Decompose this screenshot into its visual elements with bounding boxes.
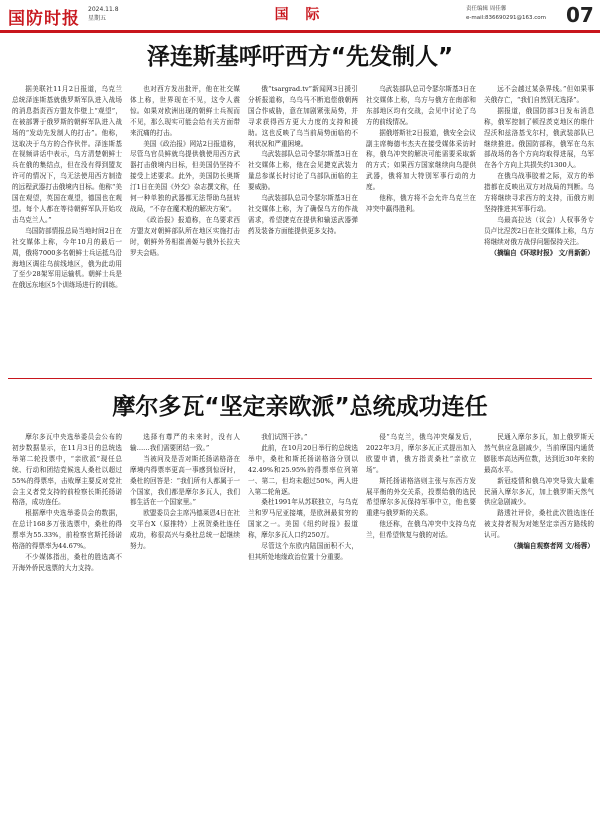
article2-headline: 摩尔多瓦“坚定亲欧派”总统成功连任 xyxy=(112,394,488,420)
paragraph: 乌武装部队总司令瑟尔斯基3日在社交媒体上称，为了确保乌方的作战需求，希望捷克在提供和输送武器弹药及装备方面能提供更多支持。 xyxy=(248,194,358,235)
article1-column xyxy=(248,84,358,372)
article1-column xyxy=(12,84,122,372)
article2-column xyxy=(130,432,240,826)
paragraph: 我们试图干涉。” xyxy=(261,433,308,441)
article2-column xyxy=(12,432,122,826)
paragraph: 路透社评价，桑杜此次胜选连任被支持者视为对她坚定亲西方路线的认可。 xyxy=(484,509,594,540)
paragraph: 乌武装部队总司令瑟尔斯基3日在社交媒体上称，他在会见捷克武装力量总参谋长时讨论了乌部队面临的主要威胁。 xyxy=(248,150,358,192)
article2-column xyxy=(484,432,594,826)
paragraph: 他还称，在俄乌冲突中支持乌克兰，但希望恢复与俄的对话。 xyxy=(366,520,476,540)
paragraph: 根据摩中央选举委员会的数据，在总计168多万张选票中，桑杜的得票率为55.33%，前检察官斯托扬诺格洛的得票率为44.67%。 xyxy=(12,509,122,551)
paragraph: （摘编自《环球时报》 文/肖新新） xyxy=(490,248,594,257)
newspaper-logo: 国防时报 xyxy=(8,9,80,29)
paragraph: 此前，在10月20日举行的总统选举中，桑杜和斯托扬诺格洛分别以42.49%和25.95%的得票率位列第一、第二，但均未超过50%，两人进入第二轮角逐。 xyxy=(248,443,358,496)
article1-headline: 泽连斯基呼吁西方“先发制人” xyxy=(146,44,454,70)
paragraph: 美国《政治报》网站2日报道称，尽管乌官员鲜就乌提供俄使用西方武器打击俄境内目标，但美国仍坚持不接受上述要求。此外，美国防长奥斯汀1日在美国《外交》杂志撰文称，任何一种单独的武器都无法帮助乌扭转战局，“不存在魔术般的解决方案”。 xyxy=(130,139,240,213)
article1-column xyxy=(366,84,476,372)
paragraph: 当被问及是否对斯托扬诺格洛在摩境内得票率更高一事感到惊讶时，桑杜的回答是：“我们所有人都属于一个国家，我们都是摩尔多瓦人，我们都生活在一个国家里。” xyxy=(130,454,240,507)
editor-email: e-mail:836690291@163.com xyxy=(466,15,546,21)
paragraph: （摘编自观察者网 文/杨蓉） xyxy=(510,542,594,551)
paragraph: 俄“tsargrad.tv”新闻网3日援引分析报道称，乌乌马不断追偿俄朝两国合作威胁，意在加剧紧张局势，并寻求获得西方更大力度的支持和援助。这也反映了乌当前局势面临的不利状况和严重困境。 xyxy=(248,85,358,148)
paragraph: 在俄乌战事胶着之际，双方的举措都在反映出双方对战局的判断。乌方将继续寻求西方的支持，而俄方则坚持推进其军事行动。 xyxy=(484,172,594,213)
header-rule xyxy=(0,30,600,33)
editor-name: 责任编辑 周佳馨 xyxy=(466,6,507,12)
article1-column xyxy=(484,84,594,372)
paragraph: 摩尔多瓦中央选举委员会公布的初步数据显示，在11月3日的总统选举第二轮投票中，“亲欧派”现任总统、行动和团结党候选人桑杜以超过55%的得票率，击败摩主要反对党社会主义者党支持的前检察长斯托扬诺格洛，成功连任。 xyxy=(12,433,122,507)
paragraph: 侵”乌克兰，俄乌冲突爆发后，2022年3月，摩尔多瓦正式提出加入欧盟申请，俄方指责桑杜“亲欧立场”。 xyxy=(366,433,476,474)
editor-info xyxy=(466,5,546,23)
page-number: 07 xyxy=(566,3,594,27)
paragraph: 《政治报》报道称，在乌要求西方盟友对朝鲜部队所在地区实施打击时，朝鲜外务相崔善姬与俄外长拉夫罗夫会晤。 xyxy=(130,215,240,257)
paragraph: 乌最高拉达（议会）人权事务专员卢比涅茨2日在社交媒体上称，乌方将继续对俄方战俘问题保持关注。 xyxy=(484,215,594,246)
paragraph: 也对西方发出批评，他在社交媒体上称，世界现在不见，这令人震惊。如果对欧洲出现的朝鲜士兵视而不见，那么现实可能会给有关方面带来沉痛的打击。 xyxy=(130,85,240,137)
paragraph: 新冠疫情和俄乌冲突导致大量难民涌入摩尔多瓦，加上俄罗斯天然气供应急剧减少。 xyxy=(484,476,594,507)
issue-weekday: 星期五 xyxy=(88,15,107,22)
article-separator xyxy=(8,378,592,379)
article2-column xyxy=(248,432,358,826)
paragraph: 选择有尊严的未来时，没有人输……我们需要团结一致。” xyxy=(130,433,240,452)
paragraph: 尽管这个东欧内陆国面积不大，但其所处地缘政治位置十分重要。 xyxy=(248,542,358,561)
issue-meta xyxy=(88,5,119,23)
paragraph: 他称，俄方将不会允许乌克兰在冲突中赢得胜利。 xyxy=(366,194,476,213)
paragraph: 据俄塔斯社2日报道，俄安全会议副主席梅德韦杰夫在接受媒体采访时称，俄乌冲突的解决可能需要采取新的方式；如果西方国家继续向乌提供武器，俄将加大特别军事行动的力度。 xyxy=(366,128,476,192)
paragraph: 乌武装部队总司令瑟尔斯基3日在社交媒体上称，乌方与俄方在南部和东部地区均有交战，会见中讨论了乌方的前线情况。 xyxy=(366,85,476,126)
page-header xyxy=(0,0,600,30)
paragraph: 据美联社11月2日报道，乌克兰总统泽连斯基就俄罗斯军队进入战场的消息指责西方盟友作壁上“观望”，在被部署于俄罗斯的朝鲜军队进入战场的“发动先发制人的打击”。他称，这取决于乌方的合作伙伴。泽连斯基在视频讲话中表示，乌方清楚朝鲜士兵在俄的集结点，但在没有得到盟友许可的情况下，乌无法使用西方制造的远程武器打击俄境内目标。他称“美国在观望，英国在观望，德国也在观望。每个人都在等待朝鲜军队开始攻击乌克兰人。” xyxy=(12,85,122,224)
article2-column xyxy=(366,432,476,826)
paragraph: 不少媒体指出，桑杜的胜选离不开海外侨民选票的大力支持。 xyxy=(12,552,122,572)
paragraph: 据报道，俄国防部3日发布消息称，俄军控制了顿涅茨克地区的维什涅沃和兹洛基戈尔村，俄武装部队已继续推进。俄国防部称，俄军在乌东部战场的各个方向均取得进展，乌军在各个方向上共损失约1300人。 xyxy=(484,106,594,170)
paragraph: 斯托扬诺格洛则主张与东西方发展平衡的外交关系，投票给俄的选民希望摩尔多瓦保持军事中立，他也要重建与俄罗斯的关系。 xyxy=(366,476,476,518)
article1-column xyxy=(130,84,240,372)
paragraph: 民通入摩尔多瓦，加上俄罗斯天然气供应急剧减少，当前摩国内通货膨胀率高达两位数，达到近30年来的最高水平。 xyxy=(484,433,594,474)
paragraph: 欧盟委员会主席冯德莱恩4日在社交平台X（原推特）上祝贺桑杜连任成功，称很高兴与桑杜总统一起继续努力。 xyxy=(130,509,240,551)
paragraph: 桑杜1991年从苏联独立，与乌克兰和罗马尼亚接壤，是欧洲最贫穷的国家之一。美国《纽约时报》报道称，摩尔多瓦人口约250万。 xyxy=(248,498,358,540)
issue-date: 2024.11.8 xyxy=(88,6,119,13)
paragraph: 乌国防部情报总局当地时间2日在社交媒体上称，今年10月的最后一周，俄将7000多名朝鲜士兵运抵乌沿海地区调往乌前线地区，俄为此动用了至少28架军用运输机。朝鲜士兵是在俄远东地区5个训练场进行的训练。 xyxy=(12,226,122,290)
section-title: 国 际 xyxy=(274,7,326,23)
paragraph: 远不会越过某条界线。”但如果事关俄存亡，“我们自然别无选择”。 xyxy=(484,85,594,104)
